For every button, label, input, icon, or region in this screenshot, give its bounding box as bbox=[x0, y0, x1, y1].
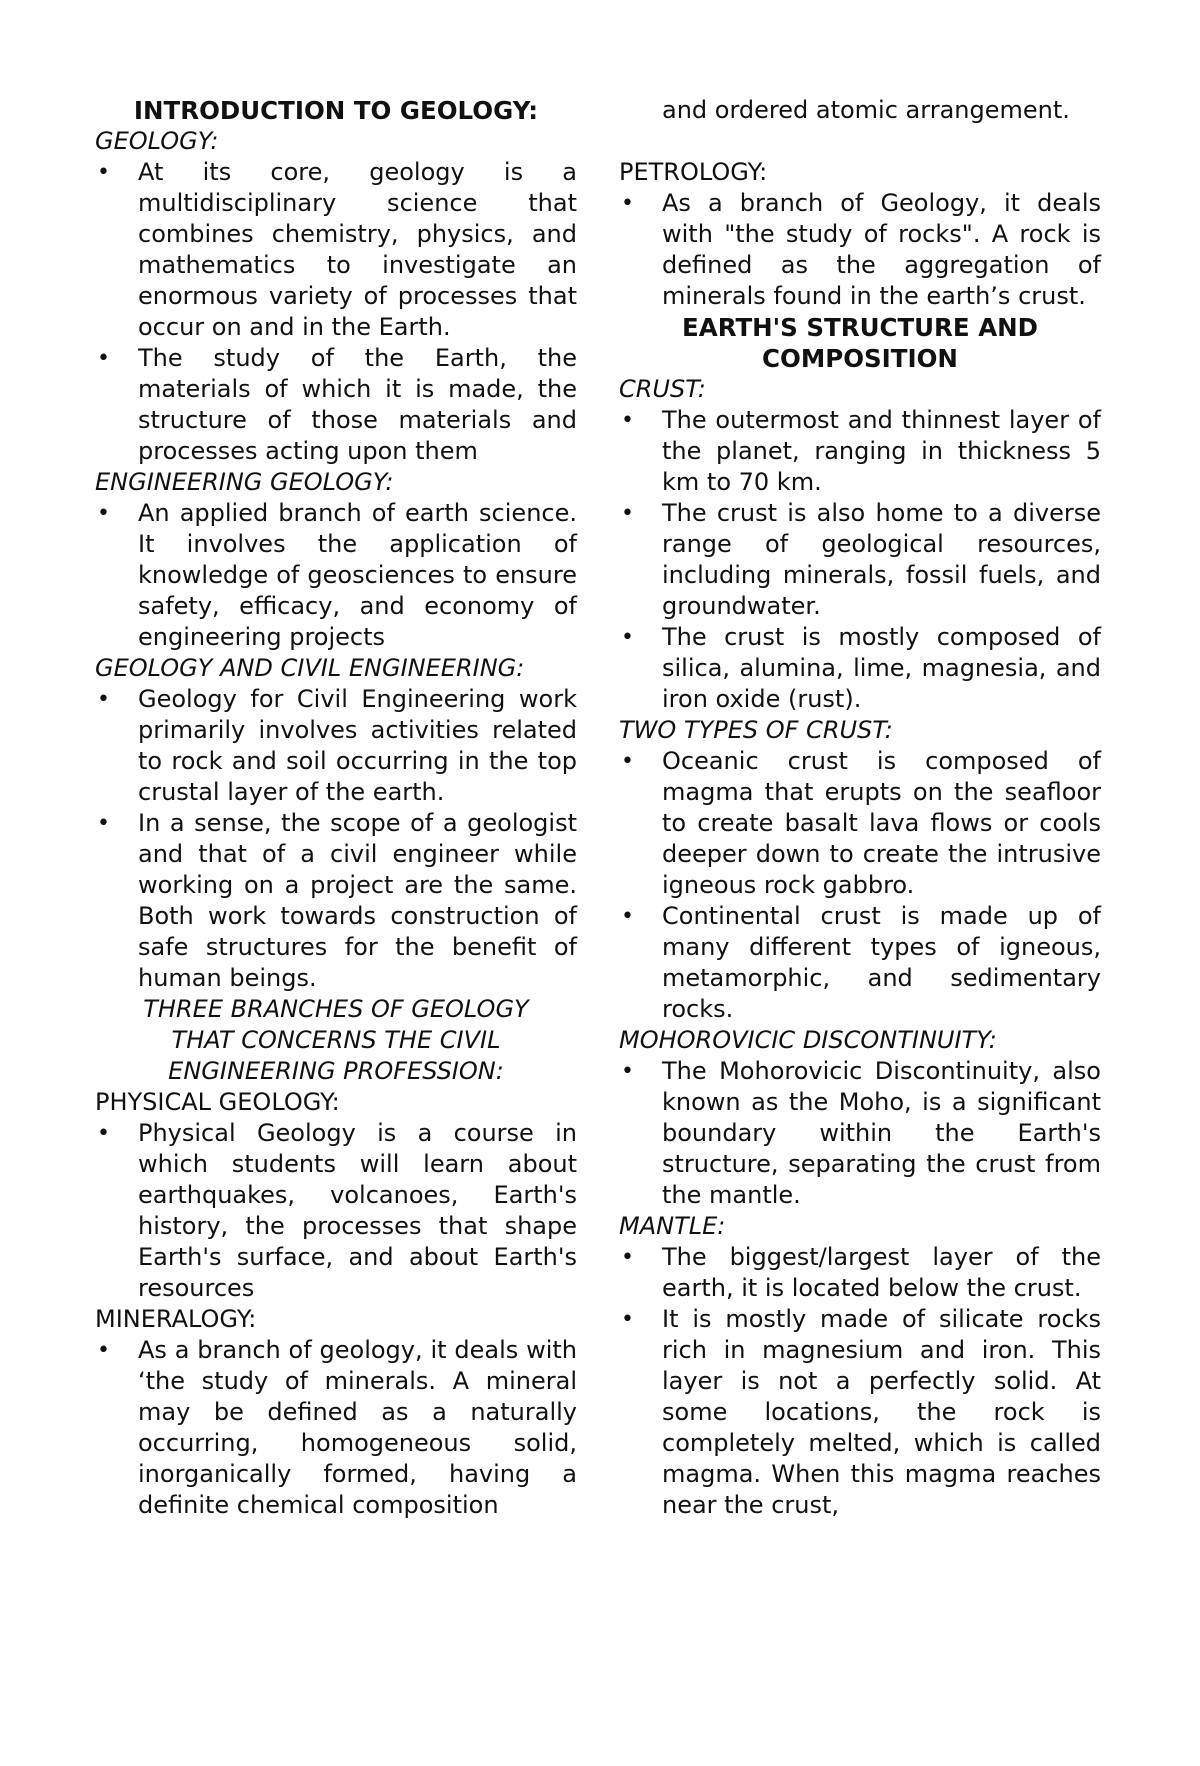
bullet-icon: • bbox=[621, 904, 634, 929]
bullet-icon: • bbox=[621, 191, 634, 216]
mantle-list bbox=[619, 1242, 1101, 1521]
bullet-icon: • bbox=[97, 501, 110, 526]
bullet-icon: • bbox=[621, 749, 634, 774]
petrology-list bbox=[619, 188, 1101, 312]
bullet-icon: • bbox=[621, 501, 634, 526]
list-item: • The crust is also home to a diverse range of geological resources, including minerals, fossil fuels, and groundwater. bbox=[621, 499, 1101, 620]
list-item: • As a branch of geology, it deals with ‘the study of minerals. A mineral may be defined as a naturally occurring, homogeneous solid, inorganically formed, having a definite chemical composition bbox=[97, 1336, 577, 1519]
list-item: • The biggest/largest layer of the earth, it is located below the crust. bbox=[621, 1243, 1101, 1302]
section-heading-engineering-geology: ENGINEERING GEOLOGY: bbox=[95, 468, 394, 496]
structure-title-line-1: EARTH'S STRUCTURE AND bbox=[682, 313, 1038, 342]
section-heading-mineralogy: MINERALOGY: bbox=[95, 1305, 257, 1333]
list-item: • In a sense, the scope of a geologist and that of a civil engineer while working on a project are the same. Both work towards construction of safe structures for the benefit of human beings. bbox=[97, 809, 577, 992]
bullet-icon: • bbox=[621, 1307, 634, 1332]
bullet-icon: • bbox=[97, 1121, 110, 1146]
bullet-icon: • bbox=[97, 346, 110, 371]
left-column bbox=[95, 95, 577, 1521]
section-heading-physical-geology: PHYSICAL GEOLOGY: bbox=[95, 1088, 340, 1116]
moho-list bbox=[619, 1056, 1101, 1211]
geology-list bbox=[95, 157, 577, 467]
bullet-icon: • bbox=[97, 811, 110, 836]
list-item: • The crust is mostly composed of silica, alumina, lime, magnesia, and iron oxide (rust). bbox=[621, 623, 1101, 713]
section-heading-two-types-crust: TWO TYPES OF CRUST: bbox=[619, 716, 893, 744]
bullet-icon: • bbox=[621, 1245, 634, 1270]
physical-geology-list bbox=[95, 1118, 577, 1304]
section-heading-petrology: PETROLOGY: bbox=[619, 158, 768, 186]
section-heading-mantle: MANTLE: bbox=[619, 1212, 726, 1240]
bullet-icon: • bbox=[621, 1059, 634, 1084]
section-heading-geology: GEOLOGY: bbox=[95, 127, 219, 155]
list-item: • Physical Geology is a course in which students will learn about earthquakes, volcanoes, Earth's history, the processes that shape Earth's surface, and about Earth's resources bbox=[97, 1119, 577, 1302]
list-item: • As a branch of Geology, it deals with "the study of rocks". A rock is defined as the aggregation of minerals found in the earth’s crust. bbox=[621, 189, 1101, 310]
crust-list bbox=[619, 405, 1101, 715]
list-item: • Oceanic crust is composed of magma that erupts on the seafloor to create basalt lava flows or cools deeper down to create the intrusive igneous rock gabbro. bbox=[621, 747, 1101, 899]
list-item: • Continental crust is made up of many different types of igneous, metamorphic, and sedimentary rocks. bbox=[621, 902, 1101, 1023]
blank-line bbox=[619, 126, 1101, 157]
section-heading-geology-civil: GEOLOGY AND CIVIL ENGINEERING: bbox=[95, 654, 525, 682]
list-item: • An applied branch of earth science. It involves the application of knowledge of geosciences to ensure safety, efficacy, and economy of engineering projects bbox=[97, 499, 577, 651]
geology-civil-list bbox=[95, 684, 577, 994]
list-item: • The Mohorovicic Discontinuity, also known as the Moho, is a significant boundary within the Earth's structure, separating the crust from the mantle. bbox=[621, 1057, 1101, 1209]
three-branches-heading-line-2: THAT CONCERNS THE CIVIL bbox=[171, 1026, 501, 1054]
bullet-icon: • bbox=[97, 160, 110, 185]
bullet-icon: • bbox=[621, 408, 634, 433]
bullet-icon: • bbox=[97, 687, 110, 712]
section-heading-moho: MOHOROVICIC DISCONTINUITY: bbox=[619, 1026, 997, 1054]
bullet-icon: • bbox=[97, 1338, 110, 1363]
right-column bbox=[619, 95, 1101, 1521]
list-item: • The study of the Earth, the materials of which it is made, the structure of those materials and processes acting upon them bbox=[97, 344, 577, 465]
two-types-crust-list bbox=[619, 746, 1101, 1025]
bullet-icon: • bbox=[621, 625, 634, 650]
engineering-geology-list bbox=[95, 498, 577, 653]
list-item: • At its core, geology is a multidisciplinary science that combines chemistry, physics, and mathematics to investigate an enormous variety of processes that occur on and in the Earth. bbox=[97, 158, 577, 341]
three-branches-heading-line-1: THREE BRANCHES OF GEOLOGY bbox=[143, 995, 529, 1023]
mineralogy-continued-text: and ordered atomic arrangement. bbox=[662, 96, 1070, 124]
three-branches-heading-line-3: ENGINEERING PROFESSION: bbox=[168, 1057, 504, 1085]
list-item: • It is mostly made of silicate rocks rich in magnesium and iron. This layer is not a perfectly solid. At some locations, the rock is completely melted, which is called magma. When this magma reaches near the crust, bbox=[621, 1305, 1101, 1519]
structure-title-line-2: COMPOSITION bbox=[762, 344, 958, 373]
document-title: INTRODUCTION TO GEOLOGY: bbox=[133, 96, 539, 125]
list-item: • Geology for Civil Engineering work primarily involves activities related to rock and soil occurring in the top crustal layer of the earth. bbox=[97, 685, 577, 806]
mineralogy-list bbox=[95, 1335, 577, 1521]
list-item: • The outermost and thinnest layer of the planet, ranging in thickness 5 km to 70 km. bbox=[621, 406, 1101, 496]
section-heading-crust: CRUST: bbox=[619, 375, 706, 403]
